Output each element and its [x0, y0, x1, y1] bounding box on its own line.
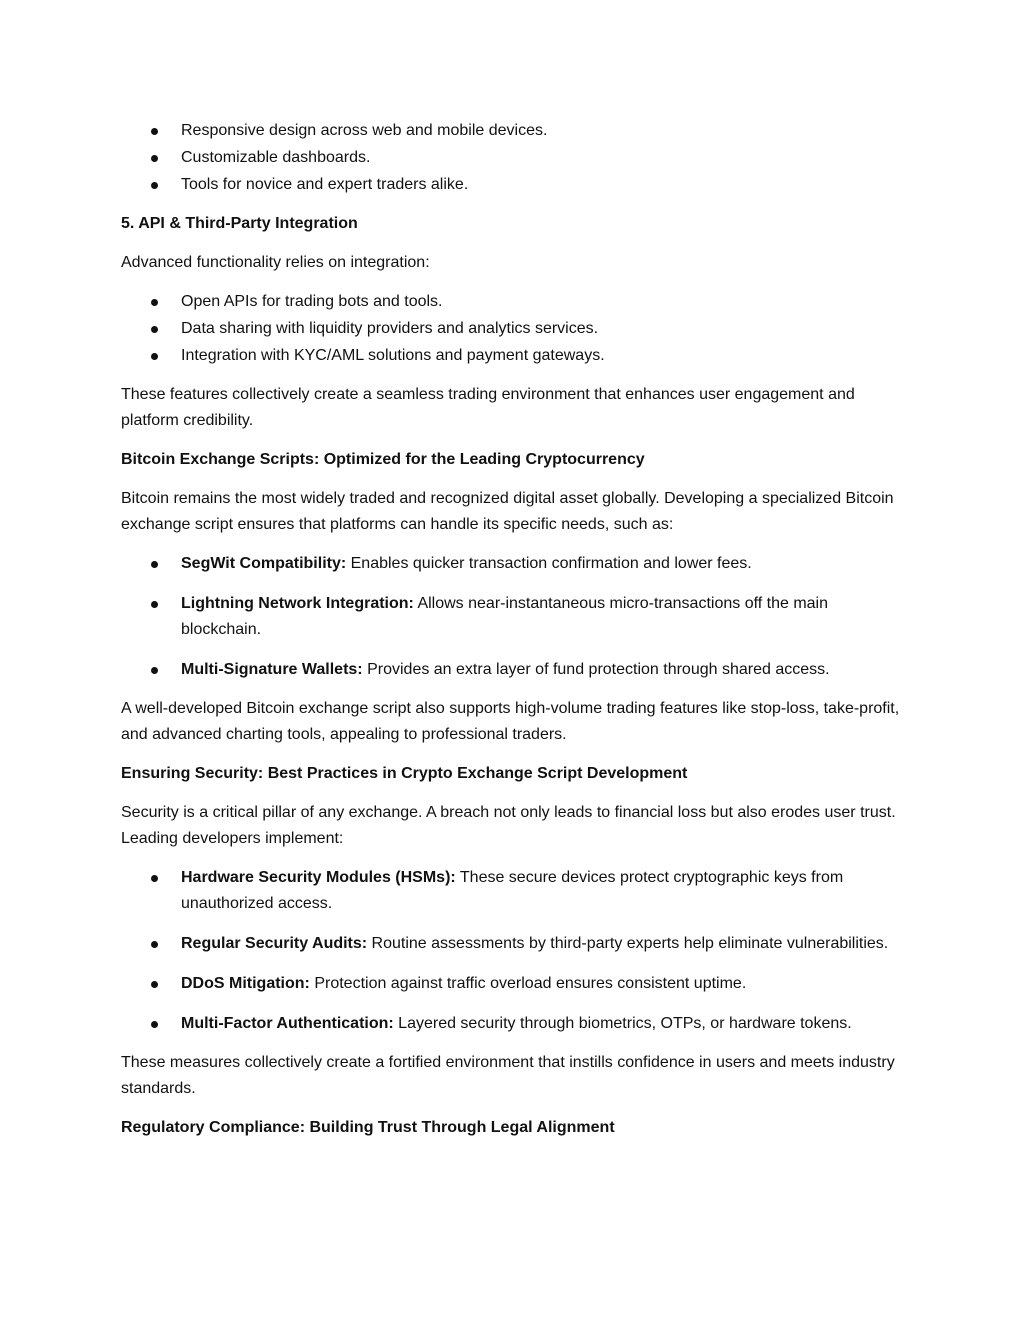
list-item: Regular Security Audits: Routine assessments by third-party experts help eliminate vulnerabilities. — [121, 931, 911, 957]
paragraph-bitcoin-intro: Bitcoin remains the most widely traded and recognized digital asset globally. Developing a specialized Bitcoin exchange script ensures that platforms can handle its specific needs, such as: — [121, 490, 894, 533]
item-term: Multi-Factor Authentication: — [181, 1015, 394, 1032]
item-term: DDoS Mitigation: — [181, 975, 310, 992]
heading-security: Ensuring Security: Best Practices in Crypto Exchange Script Development — [121, 765, 688, 782]
document-page — [121, 118, 911, 1141]
list-item: Lightning Network Integration: Allows near-instantaneous micro-transactions off the main blockchain. — [121, 591, 911, 643]
item-term: Regular Security Audits: — [181, 935, 368, 952]
bullet-icon — [151, 561, 158, 568]
item-term: Lightning Network Integration: — [181, 595, 414, 612]
paragraph-security-summary: These measures collectively create a fortified environment that instills confidence in users and meets industry standards. — [121, 1054, 895, 1097]
paragraph-security-intro: Security is a critical pillar of any exchange. A breach not only leads to financial loss but also erodes user trust. Leading developers implement: — [121, 804, 896, 847]
bullet-icon — [151, 128, 158, 135]
bullet-icon — [151, 875, 158, 882]
list-item: Integration with KYC/AML solutions and payment gateways. — [121, 343, 911, 369]
ui-features-list — [121, 118, 911, 198]
bullet-icon — [151, 667, 158, 674]
list-item: Multi-Signature Wallets: Provides an extra layer of fund protection through shared access. — [121, 657, 911, 683]
item-term: SegWit Compatibility: — [181, 555, 347, 572]
list-item: DDoS Mitigation: Protection against traffic overload ensures consistent uptime. — [121, 971, 911, 997]
bullet-icon — [151, 1021, 158, 1028]
bullet-icon — [151, 601, 158, 608]
paragraph-bitcoin-summary: A well-developed Bitcoin exchange script also supports high-volume trading features like stop-loss, take-profit, and advanced charting tools, appealing to professional traders. — [121, 700, 900, 743]
list-item: Hardware Security Modules (HSMs): These secure devices protect cryptographic keys from unauthorized access. — [121, 865, 911, 917]
bullet-icon — [151, 182, 158, 189]
heading-regulatory: Regulatory Compliance: Building Trust Through Legal Alignment — [121, 1119, 615, 1136]
bullet-icon — [151, 353, 158, 360]
api-features-list — [121, 289, 911, 369]
item-term: Hardware Security Modules (HSMs): — [181, 869, 456, 886]
bullet-icon — [151, 981, 158, 988]
item-term: Multi-Signature Wallets: — [181, 661, 363, 678]
bullet-icon — [151, 326, 158, 333]
list-item: SegWit Compatibility: Enables quicker transaction confirmation and lower fees. — [121, 551, 911, 577]
list-item: Multi-Factor Authentication: Layered security through biometrics, OTPs, or hardware tokens. — [121, 1011, 911, 1037]
bullet-icon — [151, 155, 158, 162]
heading-api-integration: 5. API & Third-Party Integration — [121, 215, 358, 232]
bullet-icon — [151, 941, 158, 948]
list-item: Data sharing with liquidity providers and analytics services. — [121, 316, 911, 342]
security-practices-list — [121, 865, 911, 1037]
list-item: Responsive design across web and mobile devices. — [121, 118, 911, 144]
list-item: Open APIs for trading bots and tools. — [121, 289, 911, 315]
list-item: Customizable dashboards. — [121, 145, 911, 171]
list-item: Tools for novice and expert traders alike. — [121, 172, 911, 198]
bullet-icon — [151, 299, 158, 306]
heading-bitcoin-scripts: Bitcoin Exchange Scripts: Optimized for the Leading Cryptocurrency — [121, 451, 645, 468]
paragraph-api-intro: Advanced functionality relies on integration: — [121, 254, 430, 271]
bitcoin-features-list — [121, 551, 911, 683]
paragraph-features-summary: These features collectively create a seamless trading environment that enhances user engagement and platform credibility. — [121, 386, 855, 429]
